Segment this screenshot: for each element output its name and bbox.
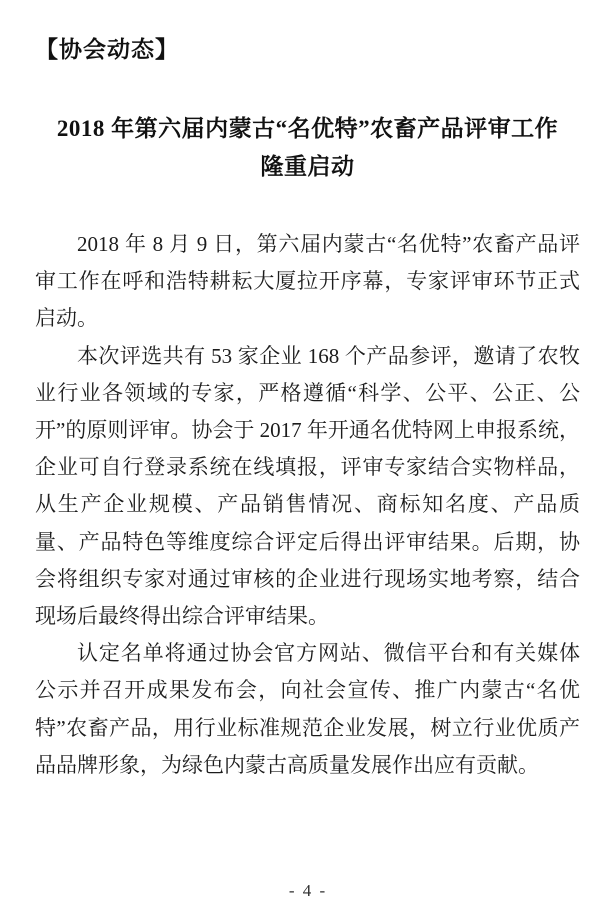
article-title xyxy=(35,110,580,186)
body-paragraph-2: 本次评选共有 53 家企业 168 个产品参评，邀请了农牧业行业各领域的专家，严格遵循“科学、公平、公正、公开”的原则评审。协会于 2017 年开通名优特网上申报系统，企业可自行登录系统在线填报，评审专家结合实物样品，从生产企业规模、产品销售情况、商标知名度、产品质量、产品特色等维度综合评定后得出评审结果。后期，协会将组织专家对通过审核的企业进行现场实地考察，结合现场后最终得出综合评审结果。 xyxy=(35,343,580,629)
article-body xyxy=(35,226,580,784)
section-header: 【协会动态】 xyxy=(35,36,179,62)
body-paragraph-3: 认定名单将通过协会官方网站、微信平台和有关媒体公示并召开成果发布会，向社会宣传、推广内蒙古“名优特”农畜产品，用行业标准规范企业发展，树立行业优质产品品牌形象，为绿色内蒙古高质量发展作出应有贡献。 xyxy=(35,641,580,777)
article-title-line-2: 隆重启动 xyxy=(260,154,355,179)
body-paragraph-1: 2018 年 8 月 9 日，第六届内蒙古“名优特”农畜产品评审工作在呼和浩特耕耘大厦拉开序幕，专家评审环节正式启动。 xyxy=(35,232,580,331)
article-title-line-1: 2018 年第六届内蒙古“名优特”农畜产品评审工作 xyxy=(56,116,559,141)
page-number: - 4 - xyxy=(288,881,328,900)
